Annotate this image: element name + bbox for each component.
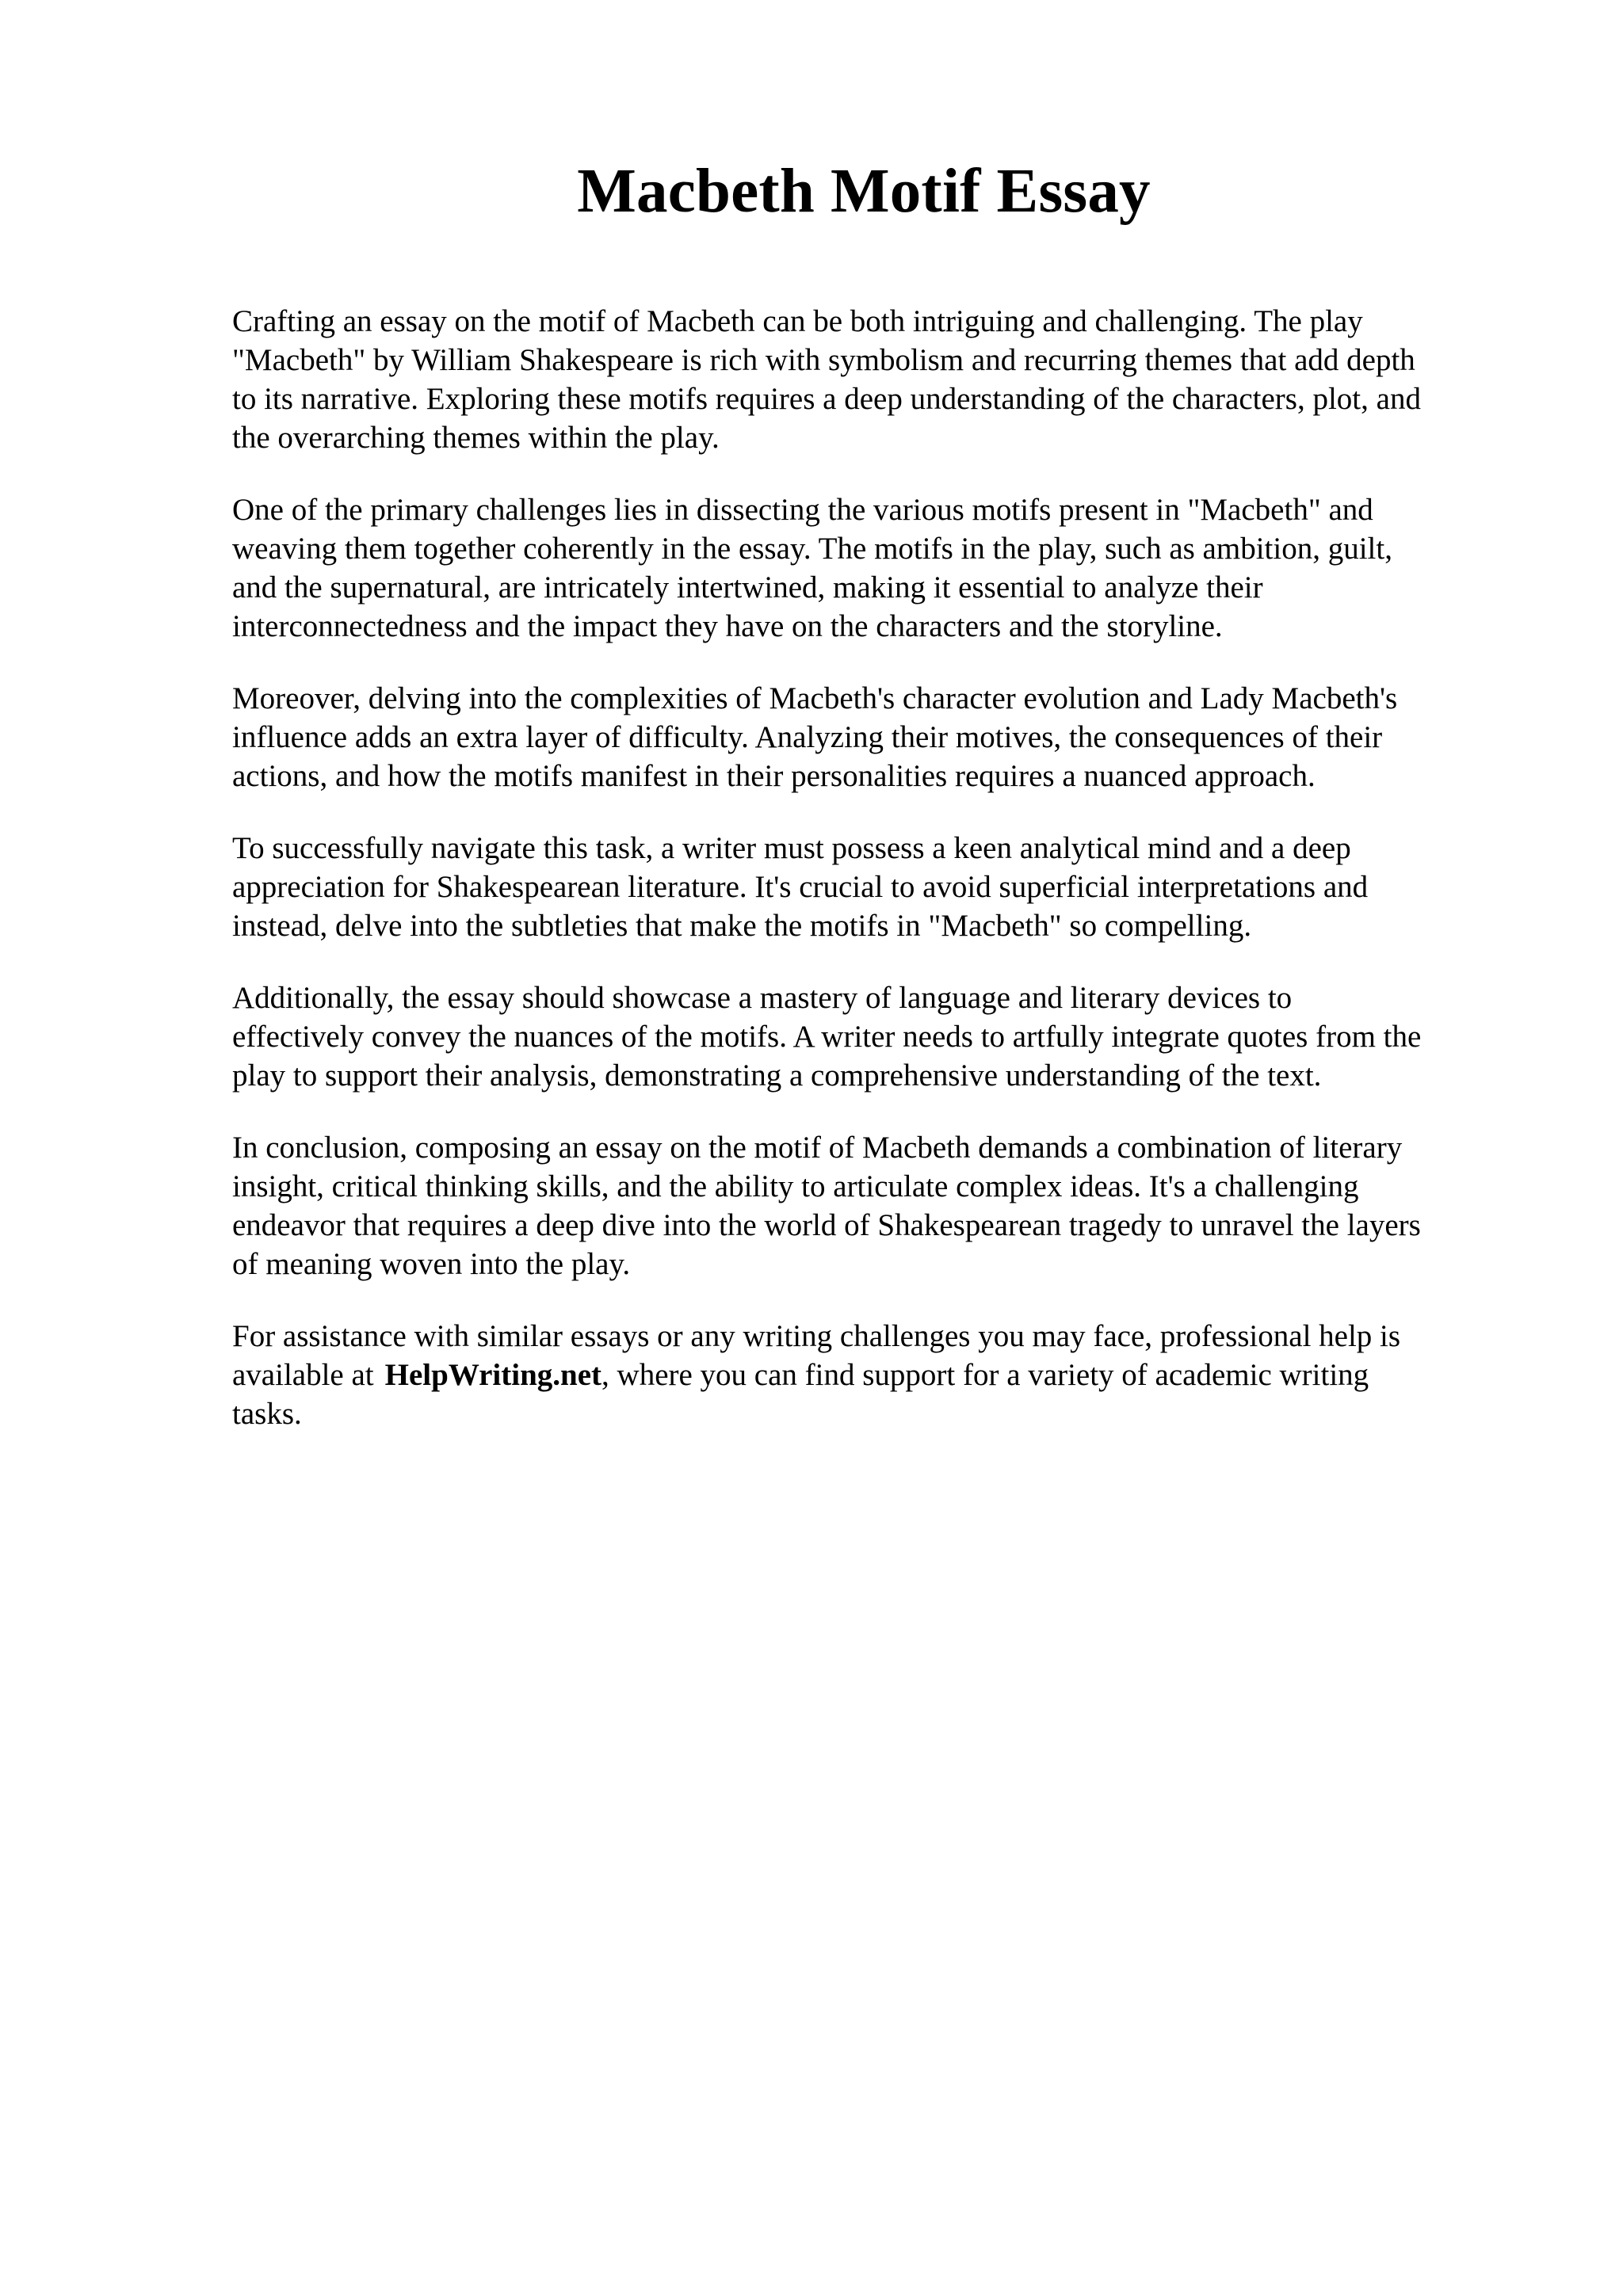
paragraph-1 — [232, 302, 1516, 457]
text-line: play to support their analysis, demonstrating a comprehensive understanding of the text. — [232, 1058, 1322, 1093]
paragraph-6 — [232, 1128, 1516, 1283]
paragraph-4 — [232, 829, 1516, 945]
text-line: For assistance with similar essays or any writing challenges you may face, professional help is — [232, 1319, 1401, 1353]
text-line: One of the primary challenges lies in dissecting the various motifs present in "Macbeth" and — [232, 493, 1373, 527]
text-line: Additionally, the essay should showcase a mastery of language and literary devices to — [232, 981, 1293, 1015]
text-line: Moreover, delving into the complexities of Macbeth's character evolution and Lady Macbeth's — [232, 681, 1398, 715]
text-line: the overarching themes within the play. — [232, 421, 720, 455]
text-fragment: available at — [232, 1358, 374, 1392]
text-line: influence adds an extra layer of difficulty. Analyzing their motives, the consequences of their — [232, 720, 1383, 754]
text-line: effectively convey the nuances of the motifs. A writer needs to artfully integrate quotes from the — [232, 1020, 1422, 1054]
helpwriting-link[interactable]: HelpWriting.net — [384, 1358, 602, 1392]
text-line: appreciation for Shakespearean literature. It's crucial to avoid superficial interpretations and — [232, 870, 1369, 904]
closing-paragraph — [232, 1317, 1516, 1433]
text-line: actions, and how the motifs manifest in their personalities requires a nuanced approach. — [232, 759, 1316, 793]
text-line: and the supernatural, are intricately intertwined, making it essential to analyze their — [232, 570, 1263, 605]
text-line: In conclusion, composing an essay on the motif of Macbeth demands a combination of literary — [232, 1131, 1403, 1165]
paragraph-5 — [232, 978, 1516, 1095]
essay-body — [232, 302, 1516, 1466]
text-line: weaving them together coherently in the essay. The motifs in the play, such as ambition, guilt, — [232, 532, 1392, 566]
text-line: of meaning woven into the play. — [232, 1247, 631, 1281]
text-line: Crafting an essay on the motif of Macbeth can be both intriguing and challenging. The play — [232, 304, 1363, 338]
page-title: Macbeth Motif Essay — [577, 157, 1151, 226]
paragraph-2 — [232, 490, 1516, 646]
text-line: "Macbeth" by William Shakespeare is rich with symbolism and recurring themes that add depth — [232, 343, 1415, 377]
text-line: to its narrative. Exploring these motifs requires a deep understanding of the characters, plot, and — [232, 382, 1421, 416]
text-line: instead, delve into the subtleties that make the motifs in "Macbeth" so compelling. — [232, 909, 1252, 943]
text-line: insight, critical thinking skills, and the ability to articulate complex ideas. It's a challenging — [232, 1169, 1359, 1203]
text-line: endeavor that requires a deep dive into the world of Shakespearean tragedy to unravel the layers — [232, 1208, 1421, 1242]
text-fragment: , where you can find support for a variety of academic writing — [601, 1358, 1369, 1392]
text-line-with-link — [232, 1356, 1516, 1394]
paragraph-3 — [232, 679, 1516, 795]
text-line: interconnectedness and the impact they have on the characters and the storyline. — [232, 609, 1223, 643]
text-line: To successfully navigate this task, a writer must possess a keen analytical mind and a deep — [232, 831, 1351, 865]
text-line: tasks. — [232, 1397, 302, 1431]
